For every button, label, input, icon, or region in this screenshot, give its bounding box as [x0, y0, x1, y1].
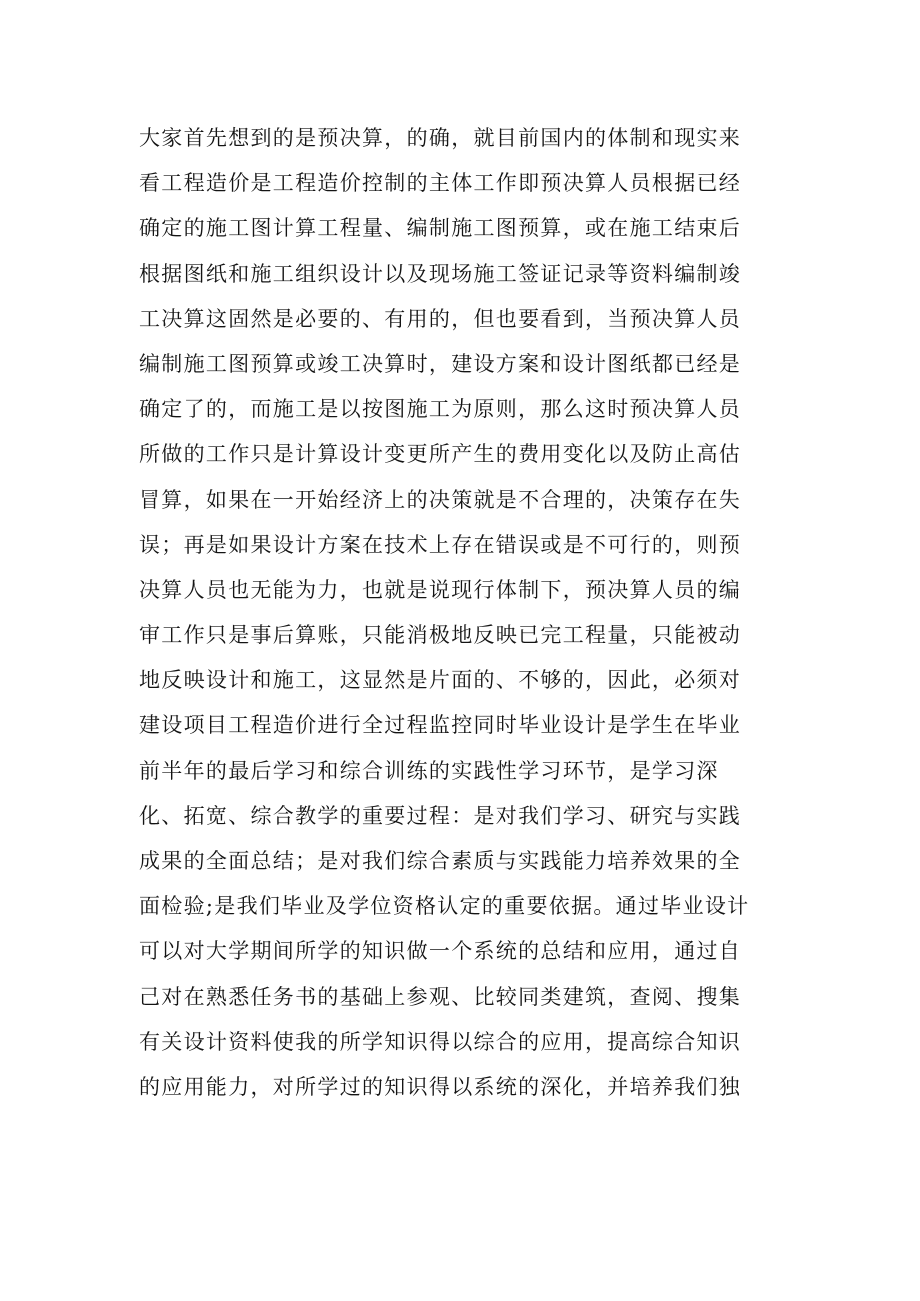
text-line: 化、拓宽、综合教学的重要过程：是对我们学习、研究与实践: [139, 803, 742, 828]
text-line: 可以对大学期间所学的知识做一个系统的总结和应用，通过自: [139, 939, 742, 964]
text-line: 工决算这固然是必要的、有用的，但也要看到，当预决算人员: [139, 306, 742, 331]
document-body: [139, 116, 789, 1110]
text-line: 面检验;是我们毕业及学位资格认定的重要依据。通过毕业设计: [139, 894, 750, 919]
text-line: 己对在熟悉任务书的基础上参观、比较同类建筑，查阅、搜集: [139, 984, 742, 1009]
text-line: 建设项目工程造价进行全过程监控同时毕业设计是学生在毕业: [139, 713, 742, 738]
text-line: 冒算，如果在一开始经济上的决策就是不合理的，决策存在失: [139, 487, 742, 512]
text-line: 确定的施工图计算工程量、编制施工图预算，或在施工结束后: [139, 216, 742, 241]
text-line: 成果的全面总结；是对我们综合素质与实践能力培养效果的全: [139, 849, 742, 873]
text-line: 所做的工作只是计算设计变更所产生的费用变化以及防止高估: [139, 442, 742, 467]
text-line: 误；再是如果设计方案在技术上存在错误或是不可行的，则预: [139, 532, 742, 557]
text-line: 编制施工图预算或竣工决算时，建设方案和设计图纸都已经是: [139, 351, 742, 376]
text-line: 前半年的最后学习和综合训练的实践性学习环节，是学习深: [139, 758, 719, 783]
text-line: 有关设计资料使我的所学知识得以综合的应用，提高综合知识: [139, 1029, 742, 1054]
text-line: 的应用能力，对所学过的知识得以系统的深化，并培养我们独: [139, 1074, 742, 1099]
text-line: 大家首先想到的是预决算，的确，就目前国内的体制和现实来: [139, 126, 742, 150]
text-line: 决算人员也无能为力，也就是说现行体制下，预决算人员的编: [139, 577, 742, 602]
text-line: 确定了的，而施工是以按图施工为原则，那么这时预决算人员: [139, 397, 742, 422]
text-line: 根据图纸和施工组织设计以及现场施工签证记录等资料编制竣: [139, 261, 742, 286]
text-line: 审工作只是事后算账，只能消极地反映已完工程量，只能被动: [139, 623, 742, 648]
text-line: 地反映设计和施工，这显然是片面的、不够的，因此，必须对: [139, 668, 742, 693]
text-line: 看工程造价是工程造价控制的主体工作即预决算人员根据已经: [139, 171, 742, 196]
